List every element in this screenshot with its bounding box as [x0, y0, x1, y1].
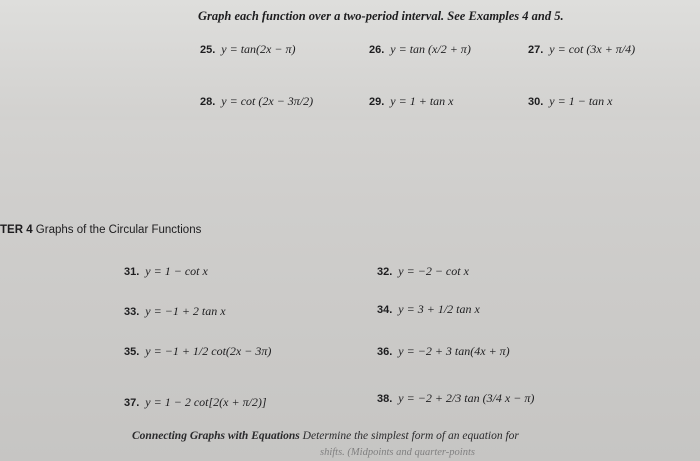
footer-paragraph	[132, 430, 519, 442]
problem-26	[369, 42, 471, 57]
problem-expression: y = −2 + 2/3 tan (3/4 x − π)	[398, 391, 535, 405]
chapter-header	[0, 224, 201, 236]
problem-number: 26.	[369, 43, 385, 56]
footer-faded-text: shifts. (Midpoints and quarter-points	[320, 447, 475, 458]
problem-number: 36.	[377, 345, 393, 358]
footer-heading: Connecting Graphs with Equations	[132, 430, 300, 442]
problem-expression: y = 1 − cot x	[145, 264, 208, 278]
problem-number: 35.	[124, 345, 140, 358]
problem-number: 38.	[377, 392, 393, 405]
problem-number: 33.	[124, 305, 140, 318]
problem-expression: y = −2 + 3 tan(4x + π)	[398, 344, 510, 358]
problem-34	[377, 302, 480, 317]
chapter-label: TER 4	[0, 224, 33, 236]
problem-37	[124, 395, 267, 410]
problem-number: 28.	[200, 95, 216, 108]
problem-expression: y = 3 + 1/2 tan x	[398, 302, 480, 316]
problem-expression: y = −2 − cot x	[398, 264, 469, 278]
problem-27	[528, 42, 635, 57]
chapter-title: Graphs of the Circular Functions	[35, 224, 202, 236]
problem-30	[528, 94, 612, 109]
problem-38	[377, 391, 534, 406]
problem-expression: y = 1 − 2 cot[2(x + π/2)]	[145, 395, 267, 409]
problem-32	[377, 264, 469, 279]
instruction-text: Graph each function over a two-period interval. See Examples 4 and 5.	[198, 9, 564, 23]
problem-expression: y = tan (x/2 + π)	[390, 42, 471, 56]
problem-expression: y = cot (2x − 3π/2)	[221, 94, 314, 108]
problem-expression: y = 1 − tan x	[549, 94, 613, 108]
problem-29	[369, 94, 453, 109]
problem-number: 37.	[124, 396, 140, 409]
problem-expression: y = tan(2x − π)	[221, 42, 296, 56]
problem-number: 25.	[200, 43, 216, 56]
problem-expression: y = 1 + tan x	[390, 94, 454, 108]
problem-25	[200, 42, 295, 57]
problem-number: 27.	[528, 43, 544, 56]
problem-expression: y = cot (3x + π/4)	[549, 42, 636, 56]
problem-number: 30.	[528, 95, 544, 108]
problem-35	[124, 344, 271, 359]
footer-text: Determine the simplest form of an equation for	[302, 430, 519, 442]
problem-expression: y = −1 + 1/2 cot(2x − 3π)	[145, 344, 272, 358]
problem-28	[200, 94, 313, 109]
problem-36	[377, 344, 510, 359]
problem-31	[124, 264, 208, 279]
problem-expression: y = −1 + 2 tan x	[145, 304, 226, 318]
problem-number: 31.	[124, 265, 140, 278]
problem-number: 29.	[369, 95, 385, 108]
problem-number: 34.	[377, 303, 393, 316]
problem-33	[124, 304, 226, 319]
problem-number: 32.	[377, 265, 393, 278]
